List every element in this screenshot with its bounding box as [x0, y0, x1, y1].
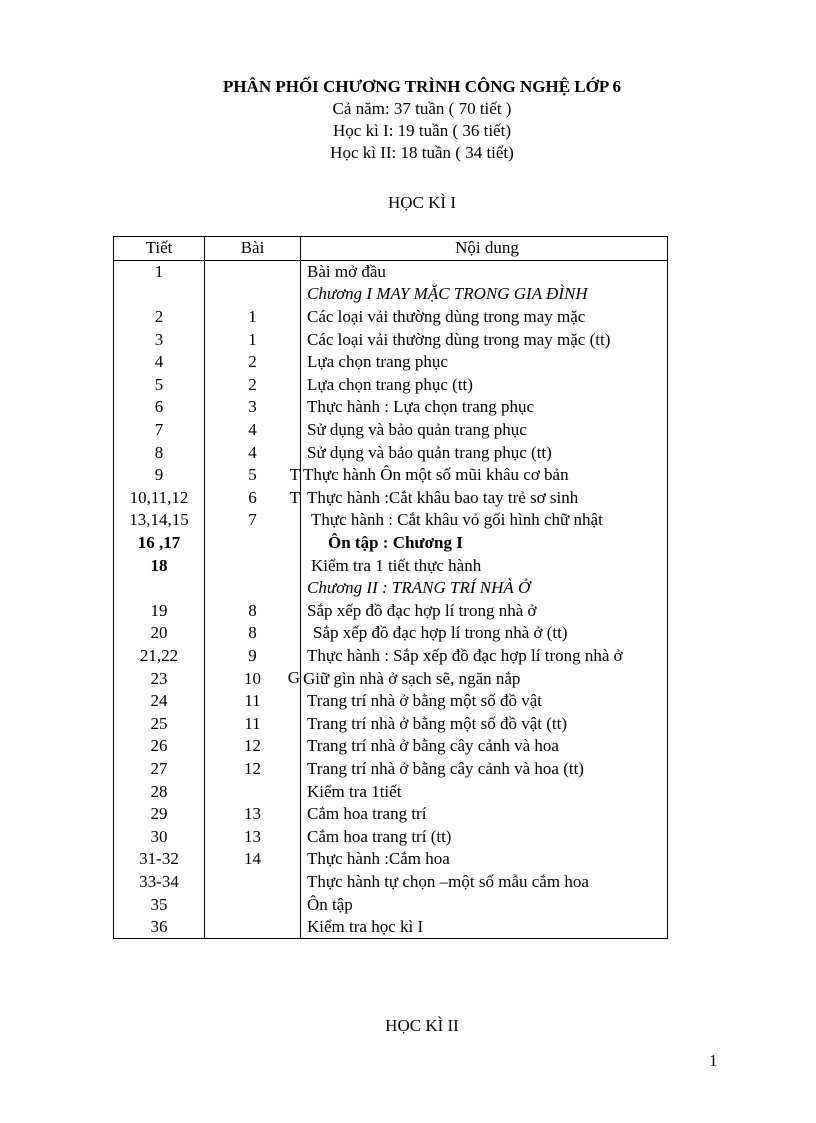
cell-tiet: 31-32	[114, 848, 205, 871]
cell-tiet: 19	[114, 600, 205, 623]
cell-bai: 8	[205, 622, 301, 645]
table-row	[114, 374, 668, 397]
cell-bai	[205, 916, 301, 939]
line-full-year: Cả năm: 37 tuần ( 70 tiết )	[332, 99, 512, 118]
cell-tiet: 2	[114, 306, 205, 329]
cell-noi-dung: Thực hành Ôn một số mũi khâu cơ bản	[301, 464, 668, 487]
cell-bai: 8	[205, 600, 301, 623]
cell-noi-dung: Thực hành :Cắt khâu bao tay trẻ sơ sinh	[301, 487, 668, 510]
line-semester-1: Học kì I: 19 tuần ( 36 tiết)	[333, 121, 511, 140]
cell-tiet: 36	[114, 916, 205, 939]
table-row	[114, 622, 668, 645]
cell-noi-dung: Trang trí nhà ở bằng cây cảnh và hoa	[301, 735, 668, 758]
table-row	[114, 441, 668, 464]
cell-bai	[205, 487, 301, 510]
cell-bai	[205, 893, 301, 916]
cell-bai	[205, 871, 301, 894]
cell-noi-dung: Ôn tập	[301, 893, 668, 916]
document-header	[0, 76, 816, 164]
cell-bai: 2	[205, 374, 301, 397]
cell-noi-dung: Kiểm tra 1tiết	[301, 780, 668, 803]
cell-bai	[205, 283, 301, 306]
cell-tiet: 6	[114, 396, 205, 419]
cell-tiet: 24	[114, 690, 205, 713]
cell-bai: 1	[205, 306, 301, 329]
semester-1-heading: HỌC KÌ I	[388, 193, 456, 212]
cell-tiet: 35	[114, 893, 205, 916]
cell-bai	[205, 532, 301, 555]
line-semester-2: Học kì II: 18 tuần ( 34 tiết)	[330, 143, 514, 162]
table-row	[114, 667, 668, 690]
cell-bai	[205, 667, 301, 690]
stray-character: G	[287, 668, 300, 688]
semester-2-heading: HỌC KÌ II	[385, 1016, 459, 1035]
table-row	[114, 554, 668, 577]
cell-bai: 4	[205, 419, 301, 442]
cell-noi-dung: Ôn tập : Chương I	[301, 532, 668, 555]
cell-noi-dung: Lựa chọn trang phục (tt)	[301, 374, 668, 397]
cell-tiet: 27	[114, 758, 205, 781]
cell-noi-dung: Sử dụng và bảo quản trang phục	[301, 419, 668, 442]
cell-bai	[205, 554, 301, 577]
cell-tiet	[114, 283, 205, 306]
table-row	[114, 396, 668, 419]
cell-tiet: 28	[114, 780, 205, 803]
page-number: 1	[709, 1051, 718, 1070]
header-tiet: Tiết	[114, 237, 205, 261]
cell-noi-dung: Sử dụng và bảo quản trang phục (tt)	[301, 441, 668, 464]
cell-tiet: 33-34	[114, 871, 205, 894]
table-row	[114, 758, 668, 781]
cell-bai	[205, 464, 301, 487]
table-row	[114, 803, 668, 826]
table-row	[114, 577, 668, 600]
cell-bai: 12	[205, 758, 301, 781]
cell-noi-dung: Cắm hoa trang trí	[301, 803, 668, 826]
table-row	[114, 532, 668, 555]
cell-bai: 14	[205, 848, 301, 871]
cell-bai: 2	[205, 351, 301, 374]
cell-noi-dung: Các loại vải thường dùng trong may mặc	[301, 306, 668, 329]
cell-bai-value: 5	[248, 465, 257, 485]
cell-tiet: 18	[114, 554, 205, 577]
cell-tiet: 29	[114, 803, 205, 826]
table-header-row	[114, 237, 668, 261]
cell-noi-dung: Bài mở đầu	[301, 260, 668, 283]
cell-noi-dung: Giữ gìn nhà ở sạch sẽ, ngăn nắp	[301, 667, 668, 690]
table-row	[114, 600, 668, 623]
table-row	[114, 260, 668, 283]
cell-bai: 1	[205, 328, 301, 351]
table-row	[114, 848, 668, 871]
table-row	[114, 825, 668, 848]
table-row	[114, 916, 668, 939]
table-row	[114, 893, 668, 916]
cell-tiet: 21,22	[114, 645, 205, 668]
cell-tiet: 7	[114, 419, 205, 442]
cell-noi-dung: Kiểm tra 1 tiết thực hành	[301, 554, 668, 577]
cell-noi-dung: Thực hành : Cắt khâu vỏ gối hình chữ nhật	[301, 509, 668, 532]
cell-noi-dung: Trang trí nhà ở bằng cây cảnh và hoa (tt)	[301, 758, 668, 781]
cell-bai	[205, 577, 301, 600]
cell-bai: 7	[205, 509, 301, 532]
cell-noi-dung: Thực hành :Cắm hoa	[301, 848, 668, 871]
stray-character: T	[289, 464, 300, 484]
cell-tiet: 5	[114, 374, 205, 397]
document-title: PHÂN PHỐI CHƯƠNG TRÌNH CÔNG NGHỆ LỚP 6	[222, 77, 622, 96]
cell-noi-dung: Thực hành : Lựa chọn trang phục	[301, 396, 668, 419]
table-row	[114, 306, 668, 329]
table-row	[114, 509, 668, 532]
table-row	[114, 645, 668, 668]
header-bai: Bài	[205, 237, 301, 261]
cell-noi-dung: Thực hành : Sắp xếp đồ đạc hợp lí trong nhà ở	[301, 645, 668, 668]
cell-bai: 12	[205, 735, 301, 758]
cell-tiet: 25	[114, 712, 205, 735]
curriculum-table	[113, 236, 668, 939]
cell-noi-dung: Sắp xếp đồ đạc hợp lí trong nhà ở (tt)	[301, 622, 668, 645]
cell-noi-dung: Trang trí nhà ở bằng một số đồ vật (tt)	[301, 712, 668, 735]
cell-tiet: 9	[114, 464, 205, 487]
table-row	[114, 780, 668, 803]
cell-noi-dung: Sắp xếp đồ đạc hợp lí trong nhà ở	[301, 600, 668, 623]
cell-bai: 13	[205, 803, 301, 826]
cell-tiet: 1	[114, 260, 205, 283]
cell-noi-dung: Lựa chọn trang phục	[301, 351, 668, 374]
cell-bai: 13	[205, 825, 301, 848]
cell-bai: 4	[205, 441, 301, 464]
cell-tiet: 20	[114, 622, 205, 645]
table-row	[114, 735, 668, 758]
table-row	[114, 464, 668, 487]
cell-tiet: 13,14,15	[114, 509, 205, 532]
cell-bai: 11	[205, 690, 301, 713]
cell-noi-dung: Trang trí nhà ở bằng một số đồ vật	[301, 690, 668, 713]
cell-bai: 3	[205, 396, 301, 419]
cell-bai	[205, 780, 301, 803]
cell-tiet	[114, 577, 205, 600]
cell-tiet: 23	[114, 667, 205, 690]
table-row	[114, 328, 668, 351]
table-row	[114, 283, 668, 306]
cell-tiet: 4	[114, 351, 205, 374]
table-row	[114, 690, 668, 713]
table-row	[114, 871, 668, 894]
cell-bai: 11	[205, 712, 301, 735]
table-row	[114, 487, 668, 510]
cell-noi-dung: Các loại vải thường dùng trong may mặc (tt)	[301, 328, 668, 351]
cell-noi-dung: Cắm hoa trang trí (tt)	[301, 825, 668, 848]
table-row	[114, 712, 668, 735]
chapter-heading: Chương II : TRANG TRÍ NHÀ Ở	[301, 577, 668, 600]
table-row	[114, 419, 668, 442]
cell-noi-dung: Thực hành tự chọn –một số mẫu cắm hoa	[301, 871, 668, 894]
cell-bai-value: 10	[244, 668, 261, 688]
cell-noi-dung: Kiểm tra học kì I	[301, 916, 668, 939]
header-noi-dung: Nội dung	[301, 237, 668, 261]
table-row	[114, 351, 668, 374]
cell-tiet: 10,11,12	[114, 487, 205, 510]
cell-bai-value: 6	[248, 487, 257, 507]
cell-tiet: 30	[114, 825, 205, 848]
cell-bai: 9	[205, 645, 301, 668]
cell-tiet: 26	[114, 735, 205, 758]
cell-tiet: 16 ,17	[114, 532, 205, 555]
chapter-heading: Chương I MAY MẶC TRONG GIA ĐÌNH	[301, 283, 668, 306]
cell-bai	[205, 260, 301, 283]
stray-character: T	[289, 487, 300, 507]
cell-tiet: 3	[114, 328, 205, 351]
cell-tiet: 8	[114, 441, 205, 464]
